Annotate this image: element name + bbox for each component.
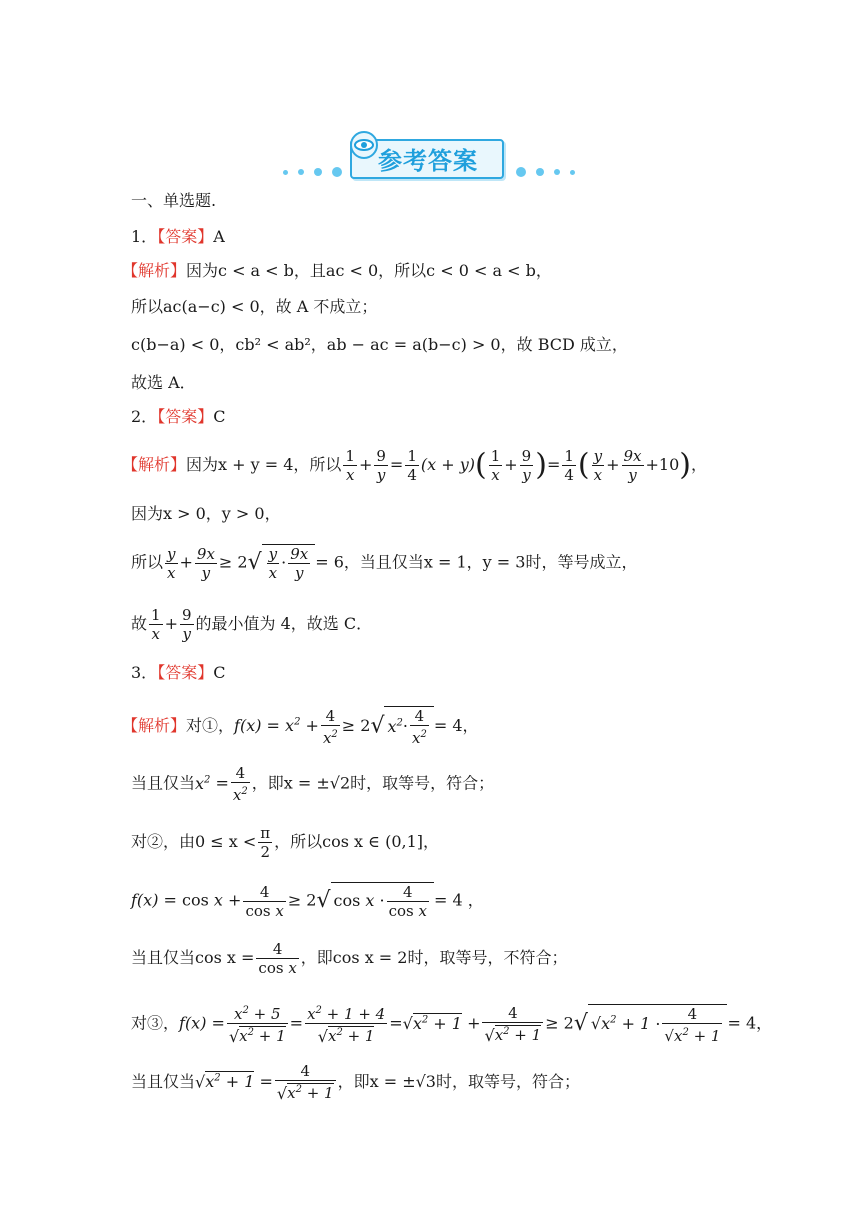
q2-answer-tag: 【答案】 xyxy=(157,407,214,426)
q2-text-4b: 的最小值为 4，故选 C． xyxy=(195,614,373,633)
q2-text-3a: 所以 xyxy=(131,552,164,572)
q1-analysis-1 xyxy=(122,260,552,282)
formula-frac: $\frac{1}{x}$ xyxy=(345,447,355,484)
q1-analysis-4: 故选 A． xyxy=(131,373,196,392)
banner-dots-right xyxy=(516,167,575,177)
q1-analysis-3: c(b−a) < 0，cb² < ab²，ab − ac = a(b−c) > 0，故 BCD 成立， xyxy=(131,335,628,354)
q2-analysis-3: 所以 $\frac{y}{x}$ + $\frac{9x}{y}$ ≥ 2√ $\frac{y}{x}$ · $\frac{9x}{y}$ = 6，当且仅当x = 1，y = 3时，等号成立， xyxy=(131,544,638,582)
q2-text-4a: 故 xyxy=(131,614,148,633)
q3-text-6a: 对③， xyxy=(131,1013,180,1033)
q3-number: 3． xyxy=(131,663,158,682)
q3-analysis-7: 当且仅当$√x^2 + 1$ = $\frac{4}{√x^2 + 1}$ ，即x = ±√3时，取等号，符合； xyxy=(131,1062,580,1103)
q3-text-3b: ，所以cos x ∈ (0,1]， xyxy=(274,832,440,851)
q3-text-7a: 当且仅当 xyxy=(131,1072,196,1091)
q3-analysis-4: f(x) = cos x + $\frac{4}{\text{cos x}}$ ≥ 2√ cos x · $\frac{4}{\text{cos x}}$ = 4 ， xyxy=(131,882,484,920)
banner-dots-left xyxy=(283,167,342,177)
q3-text-7b: ，即x = ±√3时，取等号，符合； xyxy=(337,1072,580,1091)
q2-analysis-tag: 【解析】 xyxy=(122,455,187,474)
q3-analysis-6: 对③，f(x) = $\frac{x^2 + 5}{√x^2 + 1}$ = $\frac{x^2 + 1 + 4}{√x^2 + 1}$ $=√x^2 + 1$ + $\frac{4}{√x^2 + 1}$ ≥ 2√ $√x^2 + 1$ · $\frac{4}{√x^2 + 1}$ = 4， xyxy=(131,1003,773,1046)
q3-answer: C xyxy=(213,663,226,682)
q1-analysis-tag: 【解析】 xyxy=(122,261,187,280)
q2-answer-line xyxy=(131,406,225,428)
banner-title: 参考答案 xyxy=(378,147,478,175)
section-heading: 一、单选题. xyxy=(131,191,217,210)
q3-text-2a: 当且仅当 xyxy=(131,773,196,793)
q2-analysis-1: 【解析】因为x + y = 4，所以 $\frac{1}{x}$ + $\frac{9}{y}$ = $\frac{1}{4}$ (x + y)( $\frac{1}{x}$ + $\frac{9}{y}$ )= $\frac{1}{4}$ ( $\frac{y}{x}$ + $\frac{9x}{y}$ +10)， xyxy=(122,447,708,484)
q1-answer-line xyxy=(131,226,225,248)
q1-answer-tag: 【答案】 xyxy=(157,227,214,246)
q3-text-5b: ，即cos x = 2时，取等号，不符合； xyxy=(300,948,568,967)
q2-text-3b: = 6，当且仅当x = 1，y = 3时，等号成立， xyxy=(315,552,638,572)
q3-analysis-tag: 【解析】 xyxy=(122,716,187,735)
q2-number: 2． xyxy=(131,407,158,426)
q3-analysis-3: 对②，由0 ≤ x < $\frac{\pi}{2}$ ，所以cos x ∈ (0,1]， xyxy=(131,824,440,861)
q3-text-3a: 对②，由0 ≤ x < xyxy=(131,832,257,851)
q3-answer-line xyxy=(131,662,225,684)
q2-analysis-2: 因为x > 0，y > 0， xyxy=(131,504,281,523)
q3-text-1a: 对①， xyxy=(186,716,235,735)
q3-analysis-1: 【解析】对①，$f(x) = x^2$ + $\frac{4}{x^2}$ ≥ 2√ $x^2\cdot$ $\frac{4}{x^2}$ = 4， xyxy=(122,706,479,747)
eye-icon xyxy=(348,131,380,159)
q3-analysis-2: 当且仅当$x^2$ = $\frac{4}{x^2}$ ，即x = ±√2时，取等号，符合； xyxy=(131,764,495,804)
q1-analysis-2: 所以ac(a−c) < 0，故 A 不成立； xyxy=(131,297,378,316)
q1-number: 1． xyxy=(131,227,158,246)
q3-text-2b: ，即x = ±√2时，取等号，符合； xyxy=(251,773,495,793)
q1-answer: A xyxy=(213,227,225,246)
q2-analysis-4: 故 $\frac{1}{x}$ + $\frac{9}{y}$ 的最小值为 4，故选 C． xyxy=(131,606,373,643)
q3-analysis-5: 当且仅当cos x = $\frac{4}{\text{cos x}}$ ，即cos x = 2时，取等号，不符合； xyxy=(131,940,568,977)
q2-answer: C xyxy=(213,407,226,426)
q1-text-1: 因为c < a < b，且ac < 0，所以c < 0 < a < b， xyxy=(186,261,552,280)
q3-answer-tag: 【答案】 xyxy=(157,663,214,682)
q2-text-1: 因为x + y = 4，所以 xyxy=(186,455,342,474)
q3-text-5a: 当且仅当cos x = xyxy=(131,948,255,967)
